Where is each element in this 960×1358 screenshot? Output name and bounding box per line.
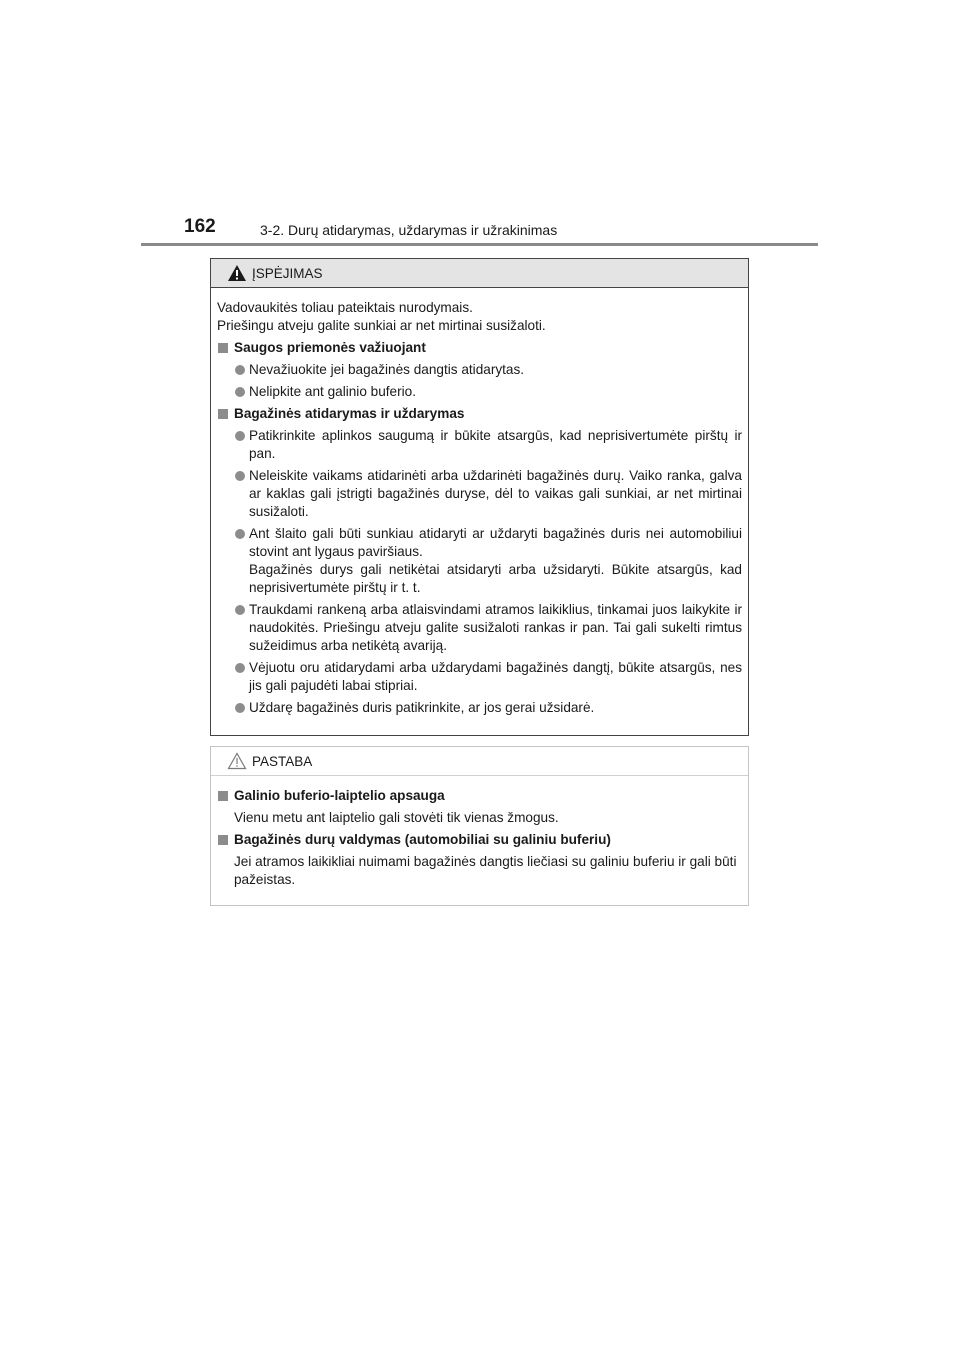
square-bullet-icon [218,791,228,801]
list-item: Nevažiuokite jei bagažinės dangtis atidarytas. [217,361,742,379]
square-bullet-icon [218,409,228,419]
intro-line: Priešingu atveju galite sunkiai ar net mirtinai susižaloti. [217,318,546,333]
list-item: Ant šlaito gali būti sunkiau atidaryti ar uždaryti bagažinės duris nei automobiliui stovint ant lygaus paviršiaus. Bagažinės durys gali netikėtai atsidaryti arba užsidaryti. Būkite atsargūs, kad neprisivertumėte pirštų ir t. t. [217,525,742,597]
square-bullet-icon [218,835,228,845]
circle-bullet-icon [235,663,245,673]
section-title: 3-2. Durų atidarymas, uždarymas ir užrakinimas [260,222,558,238]
circle-bullet-icon [235,387,245,397]
warning-body [211,288,748,717]
section-heading: Galinio buferio-laiptelio apsauga [217,787,742,805]
list-item: Nelipkite ant galinio buferio. [217,383,742,401]
warning-header [211,259,748,288]
section-heading: Bagažinės durų valdymas (automobiliai su galiniu buferiu) [217,831,742,849]
note-text: Jei atramos laikikliai nuimami bagažinės dangtis liečiasi su galiniu buferiu ir gali būti pažeistas. [234,854,737,887]
warning-title: ĮSPĖJIMAS [252,265,323,281]
warning-intro [217,299,742,335]
warning-triangle-icon [227,264,247,282]
circle-bullet-icon [235,703,245,713]
notice-triangle-icon [227,752,247,770]
header-rule [141,243,818,246]
list-item: Uždarę bagažinės duris patikrinkite, ar jos gerai užsidarė. [217,699,742,717]
list-item: Vėjuotu oru atidarydami arba uždarydami bagažinės dangtį, būkite atsargūs, nes jis gali pajudėti labai stipriai. [217,659,742,695]
note-header [211,747,748,776]
circle-bullet-icon [235,431,245,441]
note-box [210,746,749,906]
note-title: PASTABA [252,753,313,769]
circle-bullet-icon [235,365,245,375]
page-number: 162 [184,216,216,237]
circle-bullet-icon [235,529,245,539]
note-body [211,776,748,889]
list-item: Patikrinkite aplinkos saugumą ir būkite atsargūs, kad neprisivertumėte pirštų ir pan. [217,427,742,463]
circle-bullet-icon [235,471,245,481]
circle-bullet-icon [235,605,245,615]
intro-line: Vadovaukitės toliau pateiktais nurodymais. [217,300,473,315]
list-item: Traukdami rankeną arba atlaisvindami atramos laikiklius, tinkamai juos laikykite ir naudokitės. Priešingu atveju galite susižaloti rankas ir pan. Tai gali sukelti rimtus sužeidimus arba netikėtą avariją. [217,601,742,655]
list-item: Neleiskite vaikams atidarinėti arba uždarinėti bagažinės durų. Vaiko ranka, galva ar kaklas gali įstrigti bagažinės duryse, dėl to vaikas gali sunkiai, ar net mirtinai susižaloti. [217,467,742,521]
square-bullet-icon [218,343,228,353]
note-text: Vienu metu ant laiptelio gali stovėti tik vienas žmogus. [234,810,559,825]
section-heading: Saugos priemonės važiuojant [217,339,742,357]
warning-box [210,258,749,736]
section-heading: Bagažinės atidarymas ir uždarymas [217,405,742,423]
